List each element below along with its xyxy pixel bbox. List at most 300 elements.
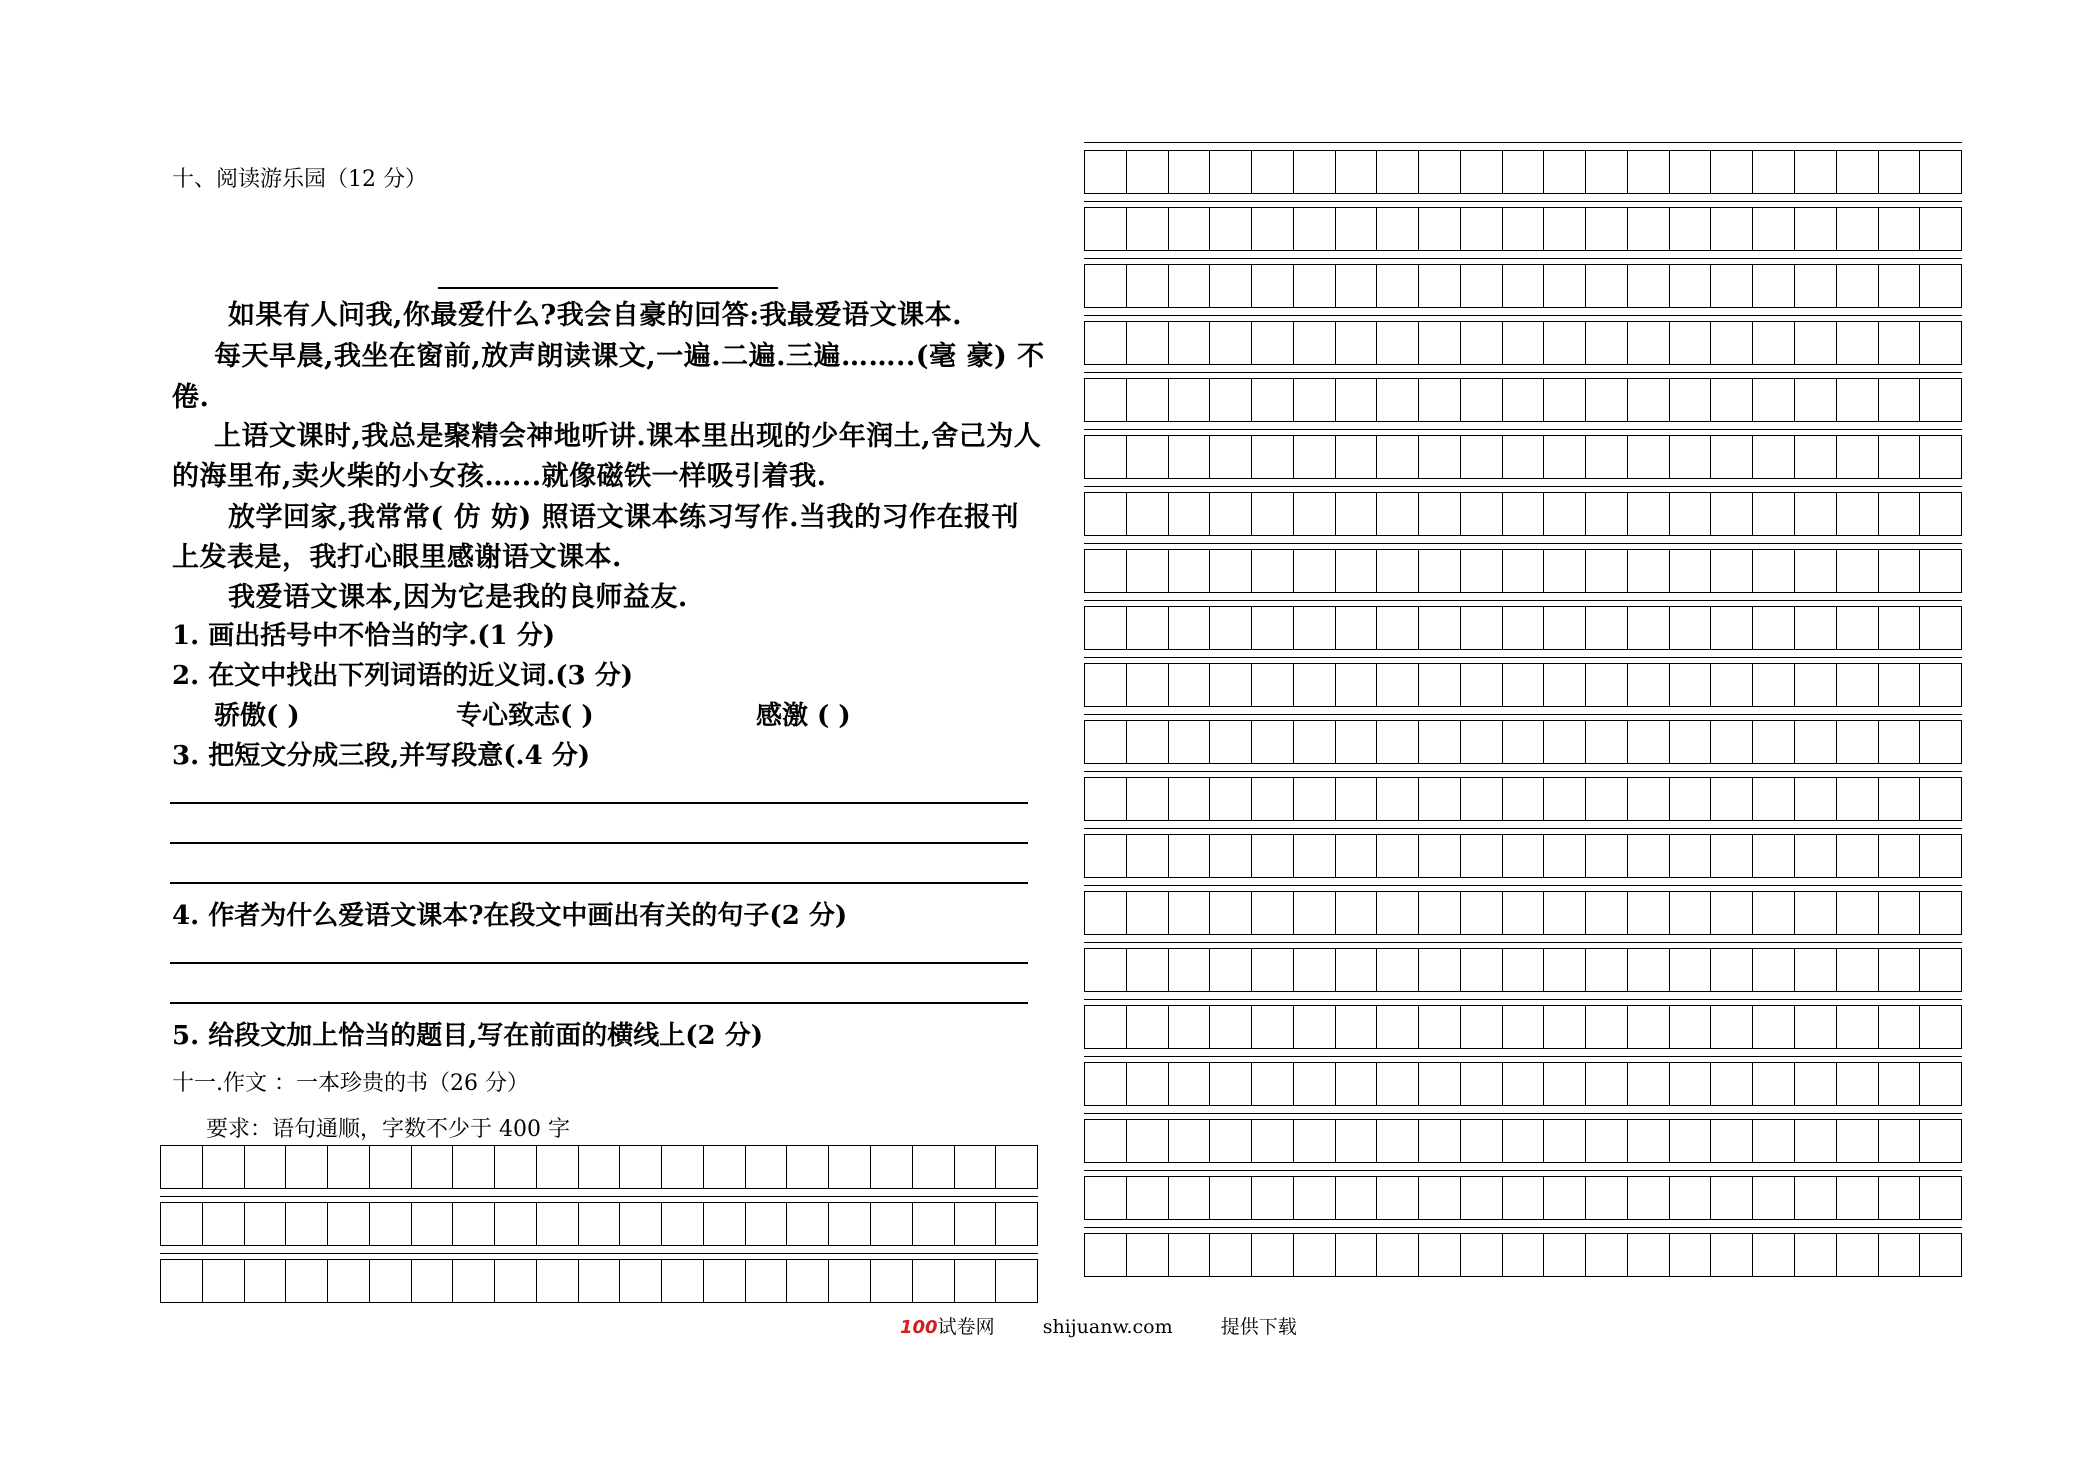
grid-cell bbox=[1419, 1006, 1461, 1048]
grid-cell bbox=[1753, 721, 1795, 763]
grid-row bbox=[1084, 948, 1962, 992]
grid-row bbox=[1084, 492, 1962, 536]
grid-cell bbox=[1252, 1234, 1294, 1276]
grid-cell bbox=[1628, 1177, 1670, 1219]
grid-cell bbox=[1210, 721, 1252, 763]
grid-cell bbox=[1252, 1120, 1294, 1162]
grid-cell bbox=[1085, 322, 1127, 364]
grid-cell bbox=[1544, 550, 1586, 592]
grid-cell bbox=[328, 1203, 370, 1245]
grid-cell bbox=[1085, 1006, 1127, 1048]
grid-cell bbox=[1377, 1006, 1419, 1048]
grid-cell bbox=[370, 1260, 412, 1302]
grid-cell bbox=[620, 1146, 662, 1188]
grid-cell bbox=[1711, 208, 1753, 250]
grid-cell bbox=[1711, 379, 1753, 421]
grid-cell bbox=[1294, 151, 1336, 193]
grid-cell bbox=[1127, 778, 1169, 820]
grid-cell bbox=[370, 1203, 412, 1245]
grid-cell bbox=[1753, 1234, 1795, 1276]
grid-separator-line bbox=[1084, 486, 1962, 487]
grid-cell bbox=[1127, 379, 1169, 421]
grid-cell bbox=[1210, 664, 1252, 706]
grid-cell bbox=[1670, 208, 1712, 250]
grid-cell bbox=[1670, 1177, 1712, 1219]
grid-cell bbox=[1210, 322, 1252, 364]
grid-cell bbox=[1127, 892, 1169, 934]
grid-cell bbox=[746, 1203, 788, 1245]
grid-cell bbox=[1879, 379, 1921, 421]
grid-cell bbox=[1670, 493, 1712, 535]
grid-cell bbox=[1127, 493, 1169, 535]
grid-cell bbox=[1461, 892, 1503, 934]
grid-cell bbox=[1920, 436, 1961, 478]
grid-cell bbox=[1252, 949, 1294, 991]
grid-cell bbox=[1753, 493, 1795, 535]
grid-cell bbox=[1503, 778, 1545, 820]
grid-cell bbox=[1711, 721, 1753, 763]
grid-cell bbox=[1795, 949, 1837, 991]
grid-cell bbox=[1377, 208, 1419, 250]
grid-cell bbox=[1628, 1006, 1670, 1048]
answer-line-q3-2 bbox=[170, 842, 1028, 844]
grid-cell bbox=[1336, 778, 1378, 820]
grid-cell bbox=[1252, 322, 1294, 364]
grid-cell bbox=[161, 1203, 203, 1245]
grid-row bbox=[1084, 777, 1962, 821]
grid-cell bbox=[1544, 493, 1586, 535]
grid-cell bbox=[1085, 493, 1127, 535]
grid-cell bbox=[1879, 1177, 1921, 1219]
grid-separator-line bbox=[1084, 657, 1962, 658]
grid-cell bbox=[1419, 265, 1461, 307]
grid-cell bbox=[1127, 1120, 1169, 1162]
grid-cell bbox=[453, 1146, 495, 1188]
grid-cell bbox=[1294, 949, 1336, 991]
grid-cell bbox=[1670, 322, 1712, 364]
grid-cell bbox=[1127, 151, 1169, 193]
grid-cell bbox=[1837, 151, 1879, 193]
grid-cell bbox=[1377, 322, 1419, 364]
grid-row bbox=[1084, 1062, 1962, 1106]
grid-cell bbox=[1586, 1006, 1628, 1048]
grid-cell bbox=[1920, 1177, 1961, 1219]
grid-cell bbox=[1837, 892, 1879, 934]
grid-cell bbox=[1544, 835, 1586, 877]
grid-cell bbox=[1210, 1234, 1252, 1276]
grid-cell bbox=[161, 1146, 203, 1188]
grid-cell bbox=[1252, 721, 1294, 763]
grid-cell bbox=[1127, 550, 1169, 592]
grid-cell bbox=[1252, 664, 1294, 706]
grid-cell bbox=[1795, 664, 1837, 706]
grid-cell bbox=[1711, 493, 1753, 535]
grid-cell bbox=[1837, 436, 1879, 478]
grid-cell bbox=[1670, 607, 1712, 649]
grid-cell bbox=[1210, 151, 1252, 193]
grid-separator-line bbox=[1084, 315, 1962, 316]
grid-cell bbox=[1210, 493, 1252, 535]
grid-cell bbox=[1544, 1177, 1586, 1219]
grid-cell bbox=[286, 1203, 328, 1245]
grid-cell bbox=[1795, 1006, 1837, 1048]
footer-note: 提供下载 bbox=[1220, 1316, 1297, 1338]
grid-cell bbox=[1252, 1006, 1294, 1048]
grid-cell bbox=[1711, 607, 1753, 649]
grid-cell bbox=[662, 1203, 704, 1245]
grid-cell bbox=[1920, 892, 1961, 934]
grid-row bbox=[1084, 1176, 1962, 1220]
grid-cell bbox=[1169, 208, 1211, 250]
grid-cell bbox=[1503, 436, 1545, 478]
grid-cell bbox=[1252, 1063, 1294, 1105]
grid-row bbox=[160, 1259, 1038, 1303]
grid-cell bbox=[1670, 379, 1712, 421]
grid-cell bbox=[1377, 778, 1419, 820]
grid-cell bbox=[955, 1260, 997, 1302]
grid-cell bbox=[1920, 265, 1961, 307]
grid-separator-line bbox=[1084, 258, 1962, 259]
section-10-title: 十、阅读游乐园（12 分） bbox=[172, 167, 427, 192]
grid-cell bbox=[704, 1203, 746, 1245]
composition-grid-right bbox=[1084, 142, 1962, 1292]
grid-cell bbox=[328, 1146, 370, 1188]
grid-cell bbox=[1252, 265, 1294, 307]
grid-cell bbox=[829, 1203, 871, 1245]
grid-cell bbox=[412, 1146, 454, 1188]
grid-cell bbox=[1544, 151, 1586, 193]
grid-cell bbox=[1753, 208, 1795, 250]
grid-cell bbox=[1336, 1177, 1378, 1219]
grid-separator-line bbox=[1084, 885, 1962, 886]
grid-cell bbox=[787, 1260, 829, 1302]
grid-cell bbox=[1419, 1234, 1461, 1276]
grid-cell bbox=[1920, 949, 1961, 991]
grid-cell bbox=[1294, 607, 1336, 649]
grid-cell bbox=[1670, 436, 1712, 478]
grid-cell bbox=[1169, 835, 1211, 877]
grid-cell bbox=[1419, 835, 1461, 877]
grid-cell bbox=[1503, 1063, 1545, 1105]
grid-cell bbox=[1503, 322, 1545, 364]
grid-cell bbox=[1461, 1234, 1503, 1276]
grid-cell bbox=[871, 1203, 913, 1245]
grid-cell bbox=[1085, 208, 1127, 250]
grid-cell bbox=[1670, 1234, 1712, 1276]
grid-cell bbox=[1503, 550, 1545, 592]
grid-cell bbox=[1252, 1177, 1294, 1219]
grid-cell bbox=[1586, 208, 1628, 250]
grid-cell bbox=[1670, 265, 1712, 307]
grid-cell bbox=[1210, 1006, 1252, 1048]
grid-cell bbox=[537, 1260, 579, 1302]
grid-row bbox=[160, 1145, 1038, 1189]
grid-cell bbox=[1252, 493, 1294, 535]
grid-row bbox=[1084, 891, 1962, 935]
grid-cell bbox=[1670, 664, 1712, 706]
grid-cell bbox=[1879, 1234, 1921, 1276]
passage-line-8: 我爱语文课本,因为它是我的良师益友. bbox=[228, 582, 688, 613]
grid-cell bbox=[1753, 151, 1795, 193]
grid-cell bbox=[1795, 778, 1837, 820]
grid-cell bbox=[1837, 1006, 1879, 1048]
grid-cell bbox=[1837, 949, 1879, 991]
grid-cell bbox=[1336, 322, 1378, 364]
grid-cell bbox=[1169, 778, 1211, 820]
grid-cell bbox=[286, 1146, 328, 1188]
grid-cell bbox=[412, 1260, 454, 1302]
grid-cell bbox=[1252, 778, 1294, 820]
grid-separator-line bbox=[160, 1253, 1038, 1254]
grid-cell bbox=[1544, 664, 1586, 706]
grid-cell bbox=[1879, 607, 1921, 649]
grid-cell bbox=[1294, 550, 1336, 592]
grid-cell bbox=[1879, 664, 1921, 706]
grid-cell bbox=[913, 1260, 955, 1302]
grid-cell bbox=[1544, 1120, 1586, 1162]
answer-line-q3-1 bbox=[170, 802, 1028, 804]
grid-cell bbox=[1336, 949, 1378, 991]
grid-cell bbox=[1419, 892, 1461, 934]
grid-cell bbox=[1252, 208, 1294, 250]
grid-cell bbox=[1795, 1234, 1837, 1276]
grid-cell bbox=[1294, 1063, 1336, 1105]
passage-line-7: 上发表是，我打心眼里感谢语文课本. bbox=[172, 542, 622, 573]
footer-domain: shijuanw.com bbox=[1042, 1316, 1173, 1338]
grid-cell bbox=[1879, 835, 1921, 877]
grid-cell bbox=[1377, 493, 1419, 535]
grid-row bbox=[1084, 1005, 1962, 1049]
grid-cell bbox=[1544, 1006, 1586, 1048]
grid-row bbox=[1084, 720, 1962, 764]
grid-cell bbox=[1586, 664, 1628, 706]
grid-cell bbox=[1294, 379, 1336, 421]
grid-cell bbox=[1795, 1177, 1837, 1219]
grid-cell bbox=[1419, 949, 1461, 991]
grid-cell bbox=[1837, 208, 1879, 250]
grid-cell bbox=[1586, 835, 1628, 877]
grid-cell bbox=[1544, 436, 1586, 478]
grid-cell bbox=[161, 1260, 203, 1302]
grid-cell bbox=[1628, 436, 1670, 478]
grid-separator-line bbox=[160, 1196, 1038, 1197]
grid-cell bbox=[1837, 1234, 1879, 1276]
grid-cell bbox=[1670, 835, 1712, 877]
grid-cell bbox=[996, 1203, 1037, 1245]
grid-cell bbox=[704, 1260, 746, 1302]
grid-cell bbox=[1753, 607, 1795, 649]
grid-separator-line bbox=[1084, 714, 1962, 715]
grid-cell bbox=[495, 1260, 537, 1302]
grid-cell bbox=[1336, 1063, 1378, 1105]
grid-separator-line bbox=[1084, 999, 1962, 1000]
grid-row bbox=[1084, 150, 1962, 194]
grid-cell bbox=[1837, 379, 1879, 421]
grid-cell bbox=[1670, 778, 1712, 820]
grid-cell bbox=[1628, 379, 1670, 421]
grid-cell bbox=[1670, 151, 1712, 193]
grid-row bbox=[1084, 321, 1962, 365]
grid-cell bbox=[1753, 322, 1795, 364]
grid-cell bbox=[1795, 607, 1837, 649]
grid-cell bbox=[1085, 1063, 1127, 1105]
grid-cell bbox=[1127, 835, 1169, 877]
grid-cell bbox=[1252, 607, 1294, 649]
grid-cell bbox=[955, 1203, 997, 1245]
grid-cell bbox=[1461, 664, 1503, 706]
grid-cell bbox=[1837, 778, 1879, 820]
grid-cell bbox=[1879, 265, 1921, 307]
answer-line-q3-3 bbox=[170, 882, 1028, 884]
grid-cell bbox=[1377, 835, 1419, 877]
grid-cell bbox=[1085, 151, 1127, 193]
grid-cell bbox=[1503, 664, 1545, 706]
grid-cell bbox=[1336, 436, 1378, 478]
grid-cell bbox=[1210, 949, 1252, 991]
question-4: 4. 作者为什么爱语文课本?在段文中画出有关的句子(2 分) bbox=[172, 901, 848, 931]
grid-cell bbox=[662, 1260, 704, 1302]
grid-cell bbox=[1628, 265, 1670, 307]
grid-cell bbox=[871, 1146, 913, 1188]
grid-cell bbox=[1127, 664, 1169, 706]
grid-cell bbox=[1879, 1006, 1921, 1048]
grid-cell bbox=[1419, 1120, 1461, 1162]
grid-cell bbox=[1795, 721, 1837, 763]
site-logo: 100 bbox=[900, 1317, 938, 1338]
grid-cell bbox=[1628, 607, 1670, 649]
grid-cell bbox=[1085, 949, 1127, 991]
grid-cell bbox=[1795, 493, 1837, 535]
grid-cell bbox=[1586, 1177, 1628, 1219]
grid-cell bbox=[1419, 550, 1461, 592]
grid-cell bbox=[1837, 322, 1879, 364]
grid-cell bbox=[1503, 949, 1545, 991]
grid-cell bbox=[1336, 835, 1378, 877]
question-2-word-2: 专心致志( ) bbox=[456, 701, 594, 731]
footer bbox=[900, 1312, 1297, 1339]
grid-cell bbox=[1461, 265, 1503, 307]
grid-cell bbox=[1419, 1177, 1461, 1219]
grid-cell bbox=[1210, 892, 1252, 934]
grid-separator-line bbox=[1084, 771, 1962, 772]
grid-cell bbox=[412, 1203, 454, 1245]
grid-cell bbox=[1377, 892, 1419, 934]
grid-cell bbox=[1879, 436, 1921, 478]
grid-cell bbox=[1837, 493, 1879, 535]
grid-cell bbox=[704, 1146, 746, 1188]
grid-cell bbox=[1837, 1063, 1879, 1105]
grid-cell bbox=[1127, 721, 1169, 763]
section-11-title: 十一.作文 ：一本珍贵的书（26 分） bbox=[172, 1071, 529, 1096]
grid-cell bbox=[1461, 1177, 1503, 1219]
grid-cell bbox=[1753, 1120, 1795, 1162]
grid-cell bbox=[829, 1146, 871, 1188]
grid-cell bbox=[1753, 949, 1795, 991]
grid-cell bbox=[1544, 265, 1586, 307]
grid-cell bbox=[1670, 1063, 1712, 1105]
grid-cell bbox=[1711, 664, 1753, 706]
passage-line-5: 的海里布,卖火柴的小女孩…...就像磁铁一样吸引着我. bbox=[172, 461, 827, 492]
grid-cell bbox=[1336, 892, 1378, 934]
grid-cell bbox=[620, 1260, 662, 1302]
grid-cell bbox=[1210, 208, 1252, 250]
grid-cell bbox=[746, 1146, 788, 1188]
grid-cell bbox=[1377, 1234, 1419, 1276]
grid-cell bbox=[1336, 1120, 1378, 1162]
grid-cell bbox=[1377, 550, 1419, 592]
grid-cell bbox=[1294, 1234, 1336, 1276]
grid-cell bbox=[1711, 151, 1753, 193]
grid-cell bbox=[1127, 436, 1169, 478]
grid-cell bbox=[1920, 664, 1961, 706]
grid-cell bbox=[1628, 835, 1670, 877]
grid-cell bbox=[1336, 379, 1378, 421]
grid-cell bbox=[1377, 949, 1419, 991]
grid-cell bbox=[1461, 1063, 1503, 1105]
grid-cell bbox=[1753, 1063, 1795, 1105]
answer-line-q4-2 bbox=[170, 1002, 1028, 1004]
grid-row bbox=[1084, 207, 1962, 251]
grid-cell bbox=[1294, 436, 1336, 478]
grid-cell bbox=[1879, 778, 1921, 820]
grid-cell bbox=[1336, 208, 1378, 250]
grid-cell bbox=[1920, 550, 1961, 592]
question-2: 2. 在文中找出下列词语的近义词.(3 分) bbox=[172, 661, 633, 691]
grid-cell bbox=[1085, 835, 1127, 877]
grid-cell bbox=[245, 1260, 287, 1302]
grid-cell bbox=[871, 1260, 913, 1302]
grid-row bbox=[160, 1202, 1038, 1246]
grid-cell bbox=[1711, 1177, 1753, 1219]
grid-cell bbox=[537, 1203, 579, 1245]
grid-cell bbox=[1377, 379, 1419, 421]
grid-cell bbox=[1127, 322, 1169, 364]
grid-cell bbox=[1461, 322, 1503, 364]
grid-cell bbox=[1503, 493, 1545, 535]
grid-cell bbox=[1795, 322, 1837, 364]
grid-row bbox=[1084, 834, 1962, 878]
grid-cell bbox=[1586, 379, 1628, 421]
grid-cell bbox=[1127, 1177, 1169, 1219]
grid-cell bbox=[537, 1146, 579, 1188]
grid-cell bbox=[1628, 550, 1670, 592]
grid-row bbox=[1084, 378, 1962, 422]
question-1: 1. 画出括号中不恰当的字.(1 分) bbox=[172, 621, 555, 651]
grid-row bbox=[1084, 1119, 1962, 1163]
grid-cell bbox=[1169, 1063, 1211, 1105]
grid-cell bbox=[1544, 607, 1586, 649]
grid-cell bbox=[1169, 1120, 1211, 1162]
grid-cell bbox=[1753, 265, 1795, 307]
grid-cell bbox=[1753, 835, 1795, 877]
grid-cell bbox=[1503, 379, 1545, 421]
grid-cell bbox=[1419, 151, 1461, 193]
grid-cell bbox=[1169, 493, 1211, 535]
grid-cell bbox=[1085, 607, 1127, 649]
grid-cell bbox=[1879, 949, 1921, 991]
grid-cell bbox=[1377, 1120, 1419, 1162]
grid-cell bbox=[1169, 721, 1211, 763]
grid-separator-line bbox=[1084, 1170, 1962, 1171]
grid-cell bbox=[1210, 436, 1252, 478]
grid-cell bbox=[1586, 721, 1628, 763]
grid-cell bbox=[1294, 892, 1336, 934]
grid-cell bbox=[1294, 664, 1336, 706]
grid-cell bbox=[1879, 493, 1921, 535]
grid-cell bbox=[1586, 607, 1628, 649]
grid-cell bbox=[1503, 835, 1545, 877]
grid-cell bbox=[1711, 1063, 1753, 1105]
